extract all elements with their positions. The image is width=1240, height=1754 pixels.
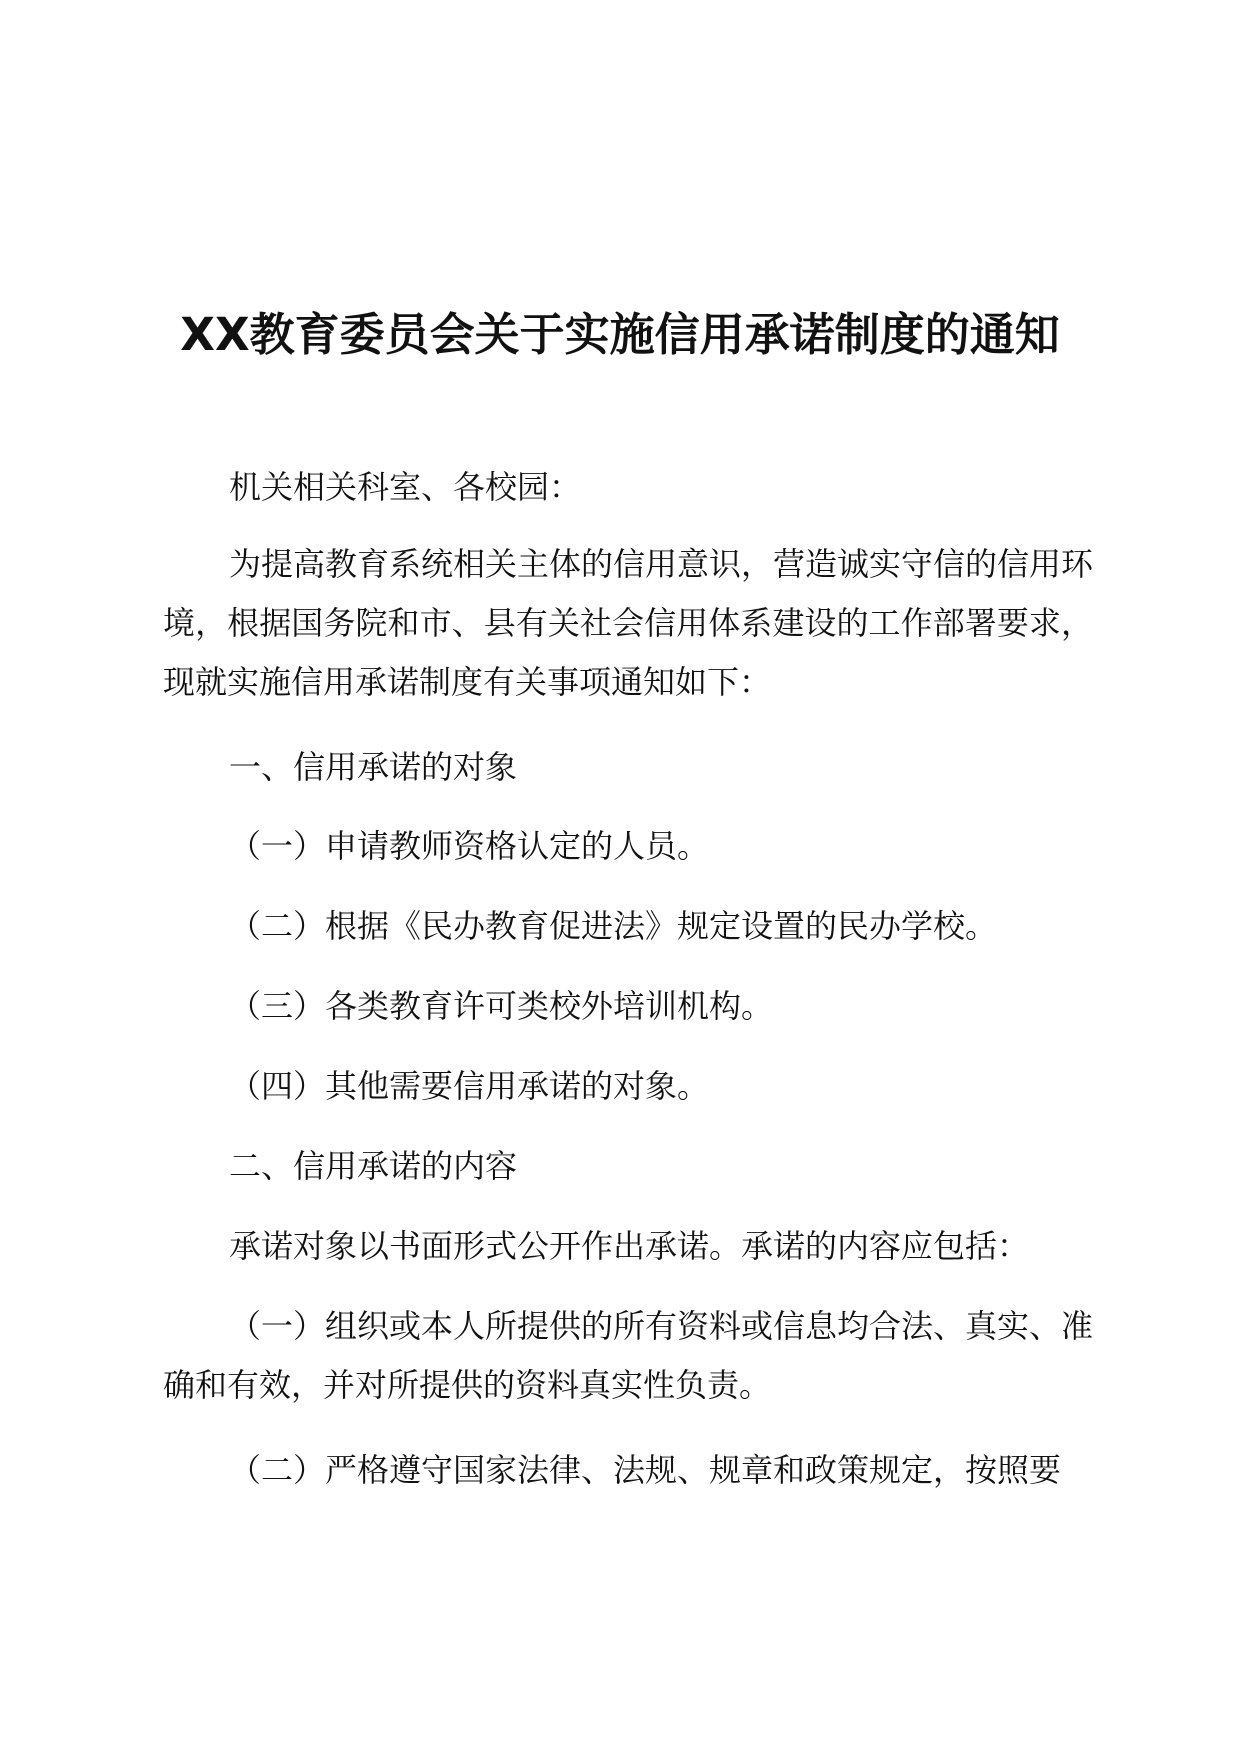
section-1-heading: 一、信用承诺的对象 bbox=[229, 748, 518, 786]
salutation: 机关相关科室、各校园： bbox=[229, 468, 582, 506]
section-2-item-1: （一）组织或本人所提供的所有资料或信息均合法、真实、准确和有效，并对所提供的资料真实性负责。 bbox=[163, 1307, 1094, 1404]
section-1-item-4: （四）其他需要信用承诺的对象。 bbox=[229, 1067, 710, 1105]
section-1-item-1: （一）申请教师资格认定的人员。 bbox=[229, 827, 710, 865]
section-1-item-2: （二）根据《民办教育促进法》规定设置的民办学校。 bbox=[229, 907, 998, 945]
section-2-lead: 承诺对象以书面形式公开作出承诺。承诺的内容应包括： bbox=[229, 1227, 1030, 1265]
document-title: XX教育委员会关于实施信用承诺制度的通知 bbox=[180, 308, 1060, 361]
section-2-heading: 二、信用承诺的内容 bbox=[229, 1147, 518, 1185]
section-1-item-3: （三）各类教育许可类校外培训机构。 bbox=[229, 987, 774, 1025]
section-2-item-2: （二）严格遵守国家法律、法规、规章和政策规定，按照要 bbox=[229, 1451, 1062, 1489]
intro-paragraph: 为提高教育系统相关主体的信用意识，营造诚实守信的信用环境，根据国务院和市、县有关社会信用体系建设的工作部署要求，现就实施信用承诺制度有关事项通知如下： bbox=[163, 545, 1094, 701]
